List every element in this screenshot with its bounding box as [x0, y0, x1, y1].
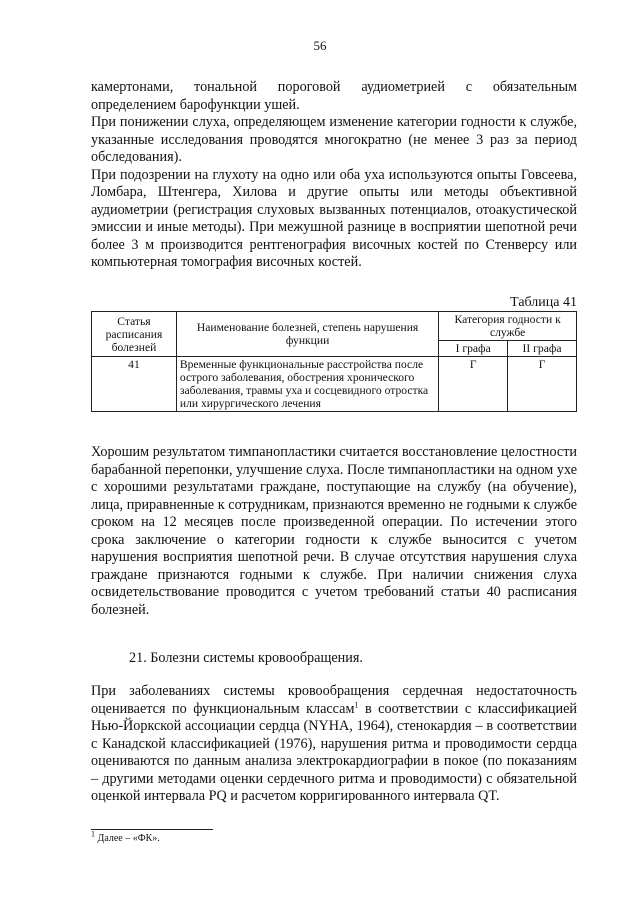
body-text-top: [91, 79, 577, 272]
cell-col-1: Г: [439, 357, 508, 412]
paragraph-3: При подозрении на глухоту на одно или оба уха используются опыты Говсеева, Ломбара, Штенгера, Хилова и другие опыты или методы объективной аудиометрии (регистрация слуховых вызванных потенциалов, отоакустической эмиссии и иные методы). При межушной разнице в восприятии шепотной речи более 3 м производится рентгенография височных костей по Стенверсу или компьютерная томография височных костей.: [91, 166, 577, 270]
paragraph-4: Хорошим результатом тимпанопластики считается восстановление целостности барабанной перепонки, улучшение слуха. После тимпанопластики на одном ухе с хорошими результатами граждане, поступающие на службу (на обучение), лица, приравненные к сотрудникам, признаются временно не годными к службе сроком на 12 месяцев после произведенной операции. По истечении этого срока заключение о категории годности к службе выносится с учетом нарушения восприятия шепотной речи. В случае отсутствия нарушения слуха граждане признаются годными к службе. При наличии снижения слуха освидетельствование проводится с учетом требований статьи 40 расписания болезней.: [91, 444, 577, 618]
section-heading: 21. Болезни системы кровообращения.: [129, 650, 363, 666]
header-article: Статья расписания болезней: [92, 312, 177, 357]
paragraph-5: [91, 683, 577, 806]
table-row: [92, 357, 577, 412]
footnote-reference[interactable]: 1: [354, 699, 359, 709]
paragraph-1: камертонами, тональной пороговой аудиометрией с обязательным определением барофункции ушей.: [91, 79, 577, 113]
paragraph-2: При понижении слуха, определяющем изменение категории годности к службе, указанные исследования проводятся многократно (не менее 3 раз за период обследования).: [91, 114, 577, 165]
table-41: [91, 311, 577, 412]
footnote: [91, 829, 160, 844]
paragraph-5-rest: в соответствии с классификацией Нью-Йоркской ассоциации сердца (NYHA, 1964), стенокардия – в соответствии с Канадской классификацией (1976), нарушения ритма и проводимости сердца оцениваются по данным анализа электрокардиографии в покое (по показаниям – другими методами оценки сердечного ритма и проводимости) с обязательной оценкой интервала PQ и расчетом корригированного интервала QT.: [91, 700, 577, 804]
header-category: Категория годности к службе: [439, 312, 577, 341]
cell-disease: Временные функциональные расстройства после острого заболевания, обострения хронического заболевания, травмы уха и сосцевидного отростка или хирургического лечения: [176, 357, 438, 412]
footnote-marker: 1: [91, 829, 95, 839]
footnote-divider: [91, 829, 213, 830]
cell-col-2: Г: [508, 357, 577, 412]
table-caption: Таблица 41: [510, 295, 577, 310]
header-col-2: II графа: [508, 341, 577, 357]
body-text-bottom: [91, 683, 577, 806]
cell-article: 41: [92, 357, 177, 412]
body-text-middle: [91, 444, 577, 619]
header-col-1: I графа: [439, 341, 508, 357]
header-disease: Наименование болезней, степень нарушения функции: [176, 312, 438, 357]
paragraph-5-start: При заболеваниях системы кровообращения сердечная недостаточность оценивается по функциональным классам: [91, 683, 577, 717]
page-number: 56: [313, 38, 327, 53]
footnote-text: Далее – «ФК».: [95, 833, 160, 844]
